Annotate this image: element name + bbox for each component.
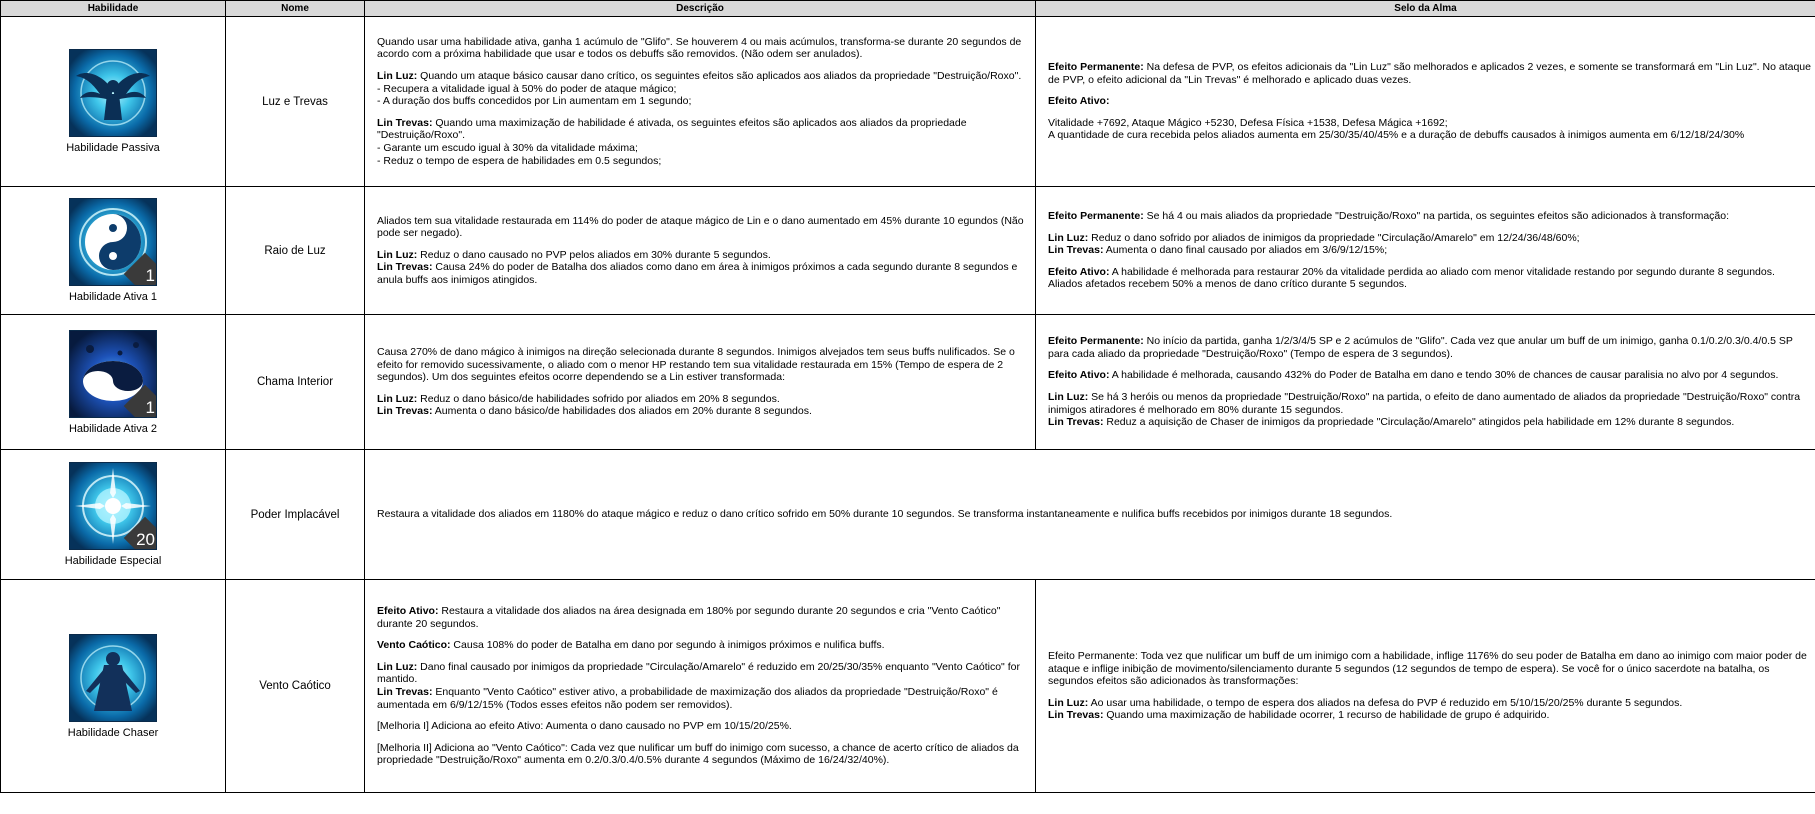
lin-trevas-title: Lin Trevas: (377, 261, 433, 274)
skill-name: Chama Interior (226, 315, 365, 450)
skill-level-badge: 1 (145, 266, 155, 285)
lin-trevas-text: Aumenta o dano final causado por aliados em 3/6/9/12/15%; (1103, 244, 1388, 257)
active-effect (377, 605, 1031, 630)
robed-figure-icon (69, 634, 157, 722)
upgrade-1: [Melhoria I] Adiciona ao efeito Ativo: Aumenta o dano causado no PVP em 10/15/20/25%. (377, 720, 792, 733)
lin-trevas-block (377, 117, 1031, 167)
permanent-effect (1048, 335, 1811, 360)
lin-trevas-title: Lin Trevas: (377, 686, 433, 698)
description-intro: Aliados tem sua vitalidade restaurada em 114% do poder de ataque mágico de Lin e o dano aumentado em 45% durante 10 egundos (Não pode ser negado). (377, 214, 1024, 240)
transform-effects (377, 249, 1031, 287)
header-skill: Habilidade (1, 1, 226, 17)
description-intro: Restaura a vitalidade dos aliados em 1180% do ataque mágico e reduz o dano crítico sofrido em 50% durante 10 segundos. Se transforma instantaneamente e nulifica buffs recebidos por inimigos durante 18 segundos. (377, 508, 1393, 521)
skill-cell (1, 17, 226, 187)
transform-effects (1048, 232, 1811, 257)
active-effect-text: Restaura a vitalidade dos aliados na área designada em 180% por segundo durante 20 segundos e cria "Vento Caótico" durante 20 segundos. (377, 605, 1001, 630)
soul-seal-cell (1036, 315, 1815, 450)
header-row (1, 1, 1815, 17)
active-effect-title: Efeito Ativo: (1048, 95, 1110, 108)
lin-trevas-text: Causa 24% do poder de Batalha dos aliados como dano em área à inimigos próximos a cada segundo durante 8 segundos e anula buffs aos inimigos atingidos. (377, 261, 1018, 286)
skill-name: Poder Implacável (226, 450, 365, 580)
permanent-effect-title: Efeito Permanente: (1048, 61, 1144, 74)
lin-trevas-line: - Reduz o tempo de espera de habilidades em 0.5 segundos; (377, 154, 662, 167)
header-name: Nome (226, 1, 365, 17)
lin-luz-title: Lin Luz: (377, 392, 418, 405)
description-intro: Quando usar uma habilidade ativa, ganha 1 acúmulo de "Glifo". Se houverem 4 ou mais acúmulos, transforma-se durante 20 segundos de acordo com a próxima habilidade que usar e todos os debuffs são removidos. (Não odem ser anulados). (377, 35, 1022, 61)
lin-luz-text: Reduz o dano básico/de habilidades sofrido por aliados em 20% 8 segundos. (417, 392, 780, 405)
permanent-effect (1048, 61, 1811, 86)
permanent-effect-title: Efeito Permanente: (1048, 210, 1144, 223)
lin-trevas-text: Reduz a aquisição de Chaser de inimigos da propriedade "Circulação/Amarelo" atingidos pela habilidade em 12% durante 8 segundos. (1103, 416, 1735, 429)
active-effect (1048, 266, 1811, 291)
skill-type-label: Habilidade Passiva (66, 142, 160, 154)
winged-figure-icon (69, 49, 157, 137)
soul-seal-cell (1036, 580, 1815, 793)
lin-trevas-title: Lin Trevas: (1048, 244, 1104, 257)
lin-luz-title: Lin Luz: (377, 70, 418, 83)
active-effect-title: Efeito Ativo: (1048, 369, 1110, 382)
active-effect-line: Vitalidade +7692, Ataque Mágico +5230, Defesa Física +1538, Defesa Mágica +1692; (1048, 116, 1448, 129)
skill-name: Vento Caótico (226, 580, 365, 793)
radiant-burst-icon (69, 462, 157, 550)
skill-name: Luz e Trevas (226, 17, 365, 187)
lin-luz-text: Reduz o dano causado no PVP pelos aliados em 30% durante 5 segundos. (417, 248, 771, 261)
table-row (1, 17, 1815, 187)
active-effect-line: A quantidade de cura recebida pelos aliados aumenta em 25/30/35/40/45% e a duração de debuffs causados à inimigos aumenta em 6/12/18/24/30% (1048, 129, 1745, 142)
transform-effects (377, 661, 1031, 711)
skill-cell (1, 450, 226, 580)
lin-trevas-title: Lin Trevas: (1048, 709, 1104, 722)
active-effect (1048, 117, 1811, 142)
permanent-effect-text: Na defesa de PVP, os efeitos adicionais da "Lin Luz" são melhorados e aplicados 2 vezes, e somente se transformará em "Lin Luz". No ataque de PVP, o efeito adicional da "Lin Trevas" é melhorado e aplicado duas vezes. (1048, 61, 1811, 86)
skill-name: Raio de Luz (226, 187, 365, 315)
lin-luz-text: Dano final causado por inimigos da propriedade "Circulação/Amarelo" é reduzido em 20/25/30/35% enquanto "Vento Caótico" for mantido. (377, 660, 1020, 686)
skill-type-label: Habilidade Especial (64, 555, 162, 567)
upgrade-2: [Melhoria II] Adiciona ao "Vento Caótico": Cada vez que nulificar um buff do inimigo com sucesso, a chance de acerto crítico de aliados da propriedade "Destruição/Roxo" aumenta em 0.2/0.3/0.4/0.5% durante 4 segundos (Máximo de 16/24/32/40%). (377, 741, 1019, 767)
table-row (1, 450, 1815, 580)
soul-seal-cell (1036, 17, 1815, 187)
soul-seal-cell (1036, 187, 1815, 315)
chaotic-wind-block (377, 639, 1031, 652)
lin-trevas-line: - Garante um escudo igual à 30% da vitalidade máxima; (377, 141, 638, 154)
lin-luz-title: Lin Luz: (377, 660, 418, 673)
lin-trevas-text: Aumenta o dano básico/de habilidades dos aliados em 20% durante 8 segundos. (432, 405, 812, 418)
skill-type-label: Habilidade Ativa 2 (68, 422, 158, 435)
active-effect-text: A habilidade é melhorada para restaurar 20% da vitalidade perdida ao aliado com menor vitalidade restando por segundo durante 8 segundos. Aliados afetados recebem 50% a menos de dano crítico durante 5 segundos. (1048, 265, 1775, 291)
lin-luz-title: Lin Luz: (377, 248, 418, 261)
table-row (1, 315, 1815, 450)
lin-luz-title: Lin Luz: (1048, 391, 1089, 403)
active-effect-text: A habilidade é melhorada, causando 432% do Poder de Batalha em dano e tendo 30% de chances de causar paralisia no alvo por 4 segundos. (1109, 369, 1779, 382)
skill-level-badge: 1 (145, 397, 155, 417)
description-cell (365, 315, 1036, 450)
lin-luz-block (377, 70, 1031, 108)
description-cell (365, 17, 1036, 187)
lin-luz-text: Se há 3 heróis ou menos da propriedade "Destruição/Roxo" na partida, o efeito de dano aumentado de aliados da propriedade "Destruição/Roxo" contra inimigos atiradores é melhorado em 80% durante 15 segundos. (1048, 391, 1801, 416)
lin-trevas-title: Lin Trevas: (377, 116, 433, 129)
yin-yang-icon (69, 198, 157, 286)
description-cell (365, 580, 1036, 793)
lin-trevas-title: Lin Trevas: (377, 405, 433, 418)
chaotic-wind-text: Causa 108% do poder de Batalha em dano por segundo à inimigos próximos e nulifica buffs. (450, 639, 885, 652)
permanent-effect (1048, 210, 1811, 223)
skill-cell (1, 315, 226, 450)
lin-trevas-title: Lin Trevas: (1048, 416, 1104, 429)
lin-luz-text: Reduz o dano sofrido por aliados de inimigos da propriedade "Circulação/Amarelo" em 12/24/36/48/60%; (1088, 231, 1580, 244)
transform-effects (1048, 697, 1811, 722)
skill-cell (1, 580, 226, 793)
header-description: Descrição (365, 1, 1036, 17)
permanent-effect-text: Efeito Permanente: Toda vez que nulificar um buff de um inimigo com a habilidade, inflige 1176% do seu poder de Batalha em dano ao inimigo com maior poder de ataque e inflige inibição de movimento/silenciamento durante 5 segundos (12 segundos de tempo de espera). Se você for o único sacerdote na batalha, os segundos efeitos são adicionados às transformações: (1048, 650, 1807, 688)
lin-luz-text: Ao usar uma habilidade, o tempo de espera dos aliados na defesa do PVP é reduzido em 5/10/15/20/25% durante 5 segundos. (1088, 696, 1683, 709)
description-cell (365, 450, 1815, 580)
active-effect-title-block (1048, 95, 1811, 108)
lin-luz-line: - Recupera a vitalidade igual à 50% do poder de ataque mágico; (377, 82, 677, 95)
chaotic-wind-title: Vento Caótico: (377, 639, 451, 652)
description-intro: Causa 270% de dano mágico à inimigos na direção selecionada durante 8 segundos. Inimigos alvejados tem seus buffs nulificados. Se o efeito for removido sucessivamente, o aliado com o menor HP restando tem sua vitalidade restaurada em 15% (Tempo de espera de 2 segundos). Um dos seguintes efeitos ocorre dependendo se a Lin estiver transformada: (377, 346, 1015, 384)
lin-trevas-text: Quando uma maximização de habilidade é ativada, os seguintes efeitos são aplicados aos aliados da propriedade "Destruição/Roxo". (377, 116, 967, 142)
table-row (1, 187, 1815, 315)
lin-luz-title: Lin Luz: (1048, 696, 1089, 709)
transform-effects (377, 393, 1031, 418)
description-cell (365, 187, 1036, 315)
permanent-effect-title: Efeito Permanente: (1048, 335, 1144, 348)
lin-trevas-text: Enquanto "Vento Caótico" estiver ativo, a probabilidade de maximização dos aliados da propriedade "Destruição/Roxo" é aumentada em 6/9/12/15% (Todos esses efeitos não podem ser removidos). (377, 686, 998, 711)
lin-luz-line: - A duração dos buffs concedidos por Lin aumentam em 1 segundo; (377, 95, 692, 108)
active-effect-title: Efeito Ativo: (377, 605, 439, 618)
skill-level-badge: 20 (136, 530, 155, 549)
permanent-effect-text: No início da partida, ganha 1/2/3/4/5 SP e 2 acúmulos de "Glifo". Cada vez que anular um buff de um inimigo, ganha 0.1/0.2/0.3/0.4/0.5 SP para cada aliado da propriedade "Destruição/Roxo" (Tempo de espera de 3 segundos). (1048, 335, 1793, 360)
skill-type-label: Habilidade Chaser (67, 726, 159, 739)
lin-luz-title: Lin Luz: (1048, 231, 1089, 244)
skill-cell (1, 187, 226, 315)
yin-yang-dark-icon (69, 330, 157, 418)
header-soul-seal: Selo da Alma (1036, 1, 1815, 17)
permanent-effect-text: Se há 4 ou mais aliados da propriedade "Destruição/Roxo" na partida, os seguintes efeitos são adicionados à transformação: (1143, 210, 1730, 223)
lin-trevas-text: Quando uma maximização de habilidade ocorrer, 1 recurso de habilidade de grupo é adquirido. (1103, 709, 1550, 722)
table-row (1, 580, 1815, 793)
lin-luz-text: Quando um ataque básico causar dano crítico, os seguintes efeitos são aplicados aos aliados da propriedade "Destruição/Roxo". (417, 70, 1022, 83)
active-effect (1048, 369, 1811, 382)
active-effect-title: Efeito Ativo: (1048, 265, 1110, 278)
skill-type-label: Habilidade Ativa 1 (68, 291, 158, 303)
transform-effects (1048, 391, 1811, 429)
